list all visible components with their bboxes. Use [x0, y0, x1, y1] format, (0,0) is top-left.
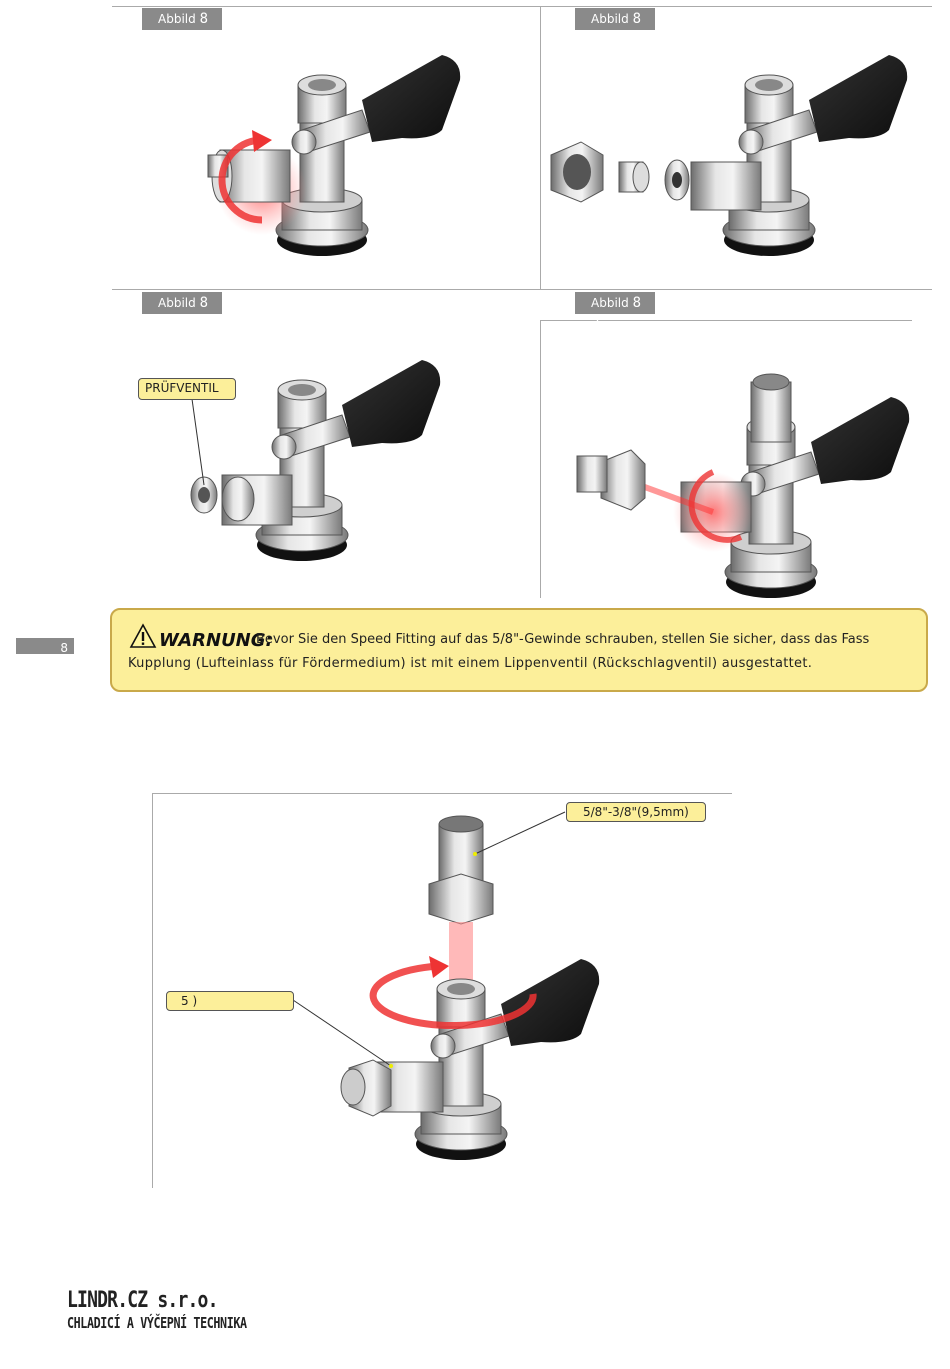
figure-label-8b: Abbild 8 b [575, 8, 655, 30]
figure-label-8d: Abbild 8 d [575, 292, 655, 314]
warning-box [110, 608, 928, 692]
page-number-tab: 8 [16, 638, 74, 654]
pruefventil-callout: PRÜFVENTIL [138, 378, 236, 400]
figure-8d-image [541, 322, 911, 598]
figure-label-8c: Abbild 8 c [142, 292, 222, 314]
top-divider [112, 6, 932, 7]
figure-8c-image [112, 315, 540, 598]
company-logo-tagline: CHLADICÍ A VÝČEPNÍ TECHNIKA [67, 1314, 247, 1332]
warning-icon [129, 623, 157, 649]
left-thread-callout: 5 ) [166, 991, 294, 1011]
figure-8a-image [112, 30, 540, 288]
figure-label-8a: Abbild 8 A [142, 8, 222, 30]
thread-size-callout: 5/8"-3/8"(9,5mm) [566, 802, 706, 822]
warning-text-line-2: Kupplung (Lufteinlass für Fördermedium) ist mit einem Lippenventil (Rückschlagventil) ausgestattet. [128, 656, 813, 671]
figure-8b-image [541, 30, 931, 288]
warning-title: WARNUNG: [159, 630, 273, 651]
middle-divider [112, 289, 932, 290]
company-logo-name: LINDR.CZ s.r.o. [67, 1288, 218, 1313]
warning-text-line-1: Bevor Sie den Speed Fitting auf das 5/8"-Gewinde schrauben, stellen Sie sicher, dass das Fass [256, 632, 870, 647]
